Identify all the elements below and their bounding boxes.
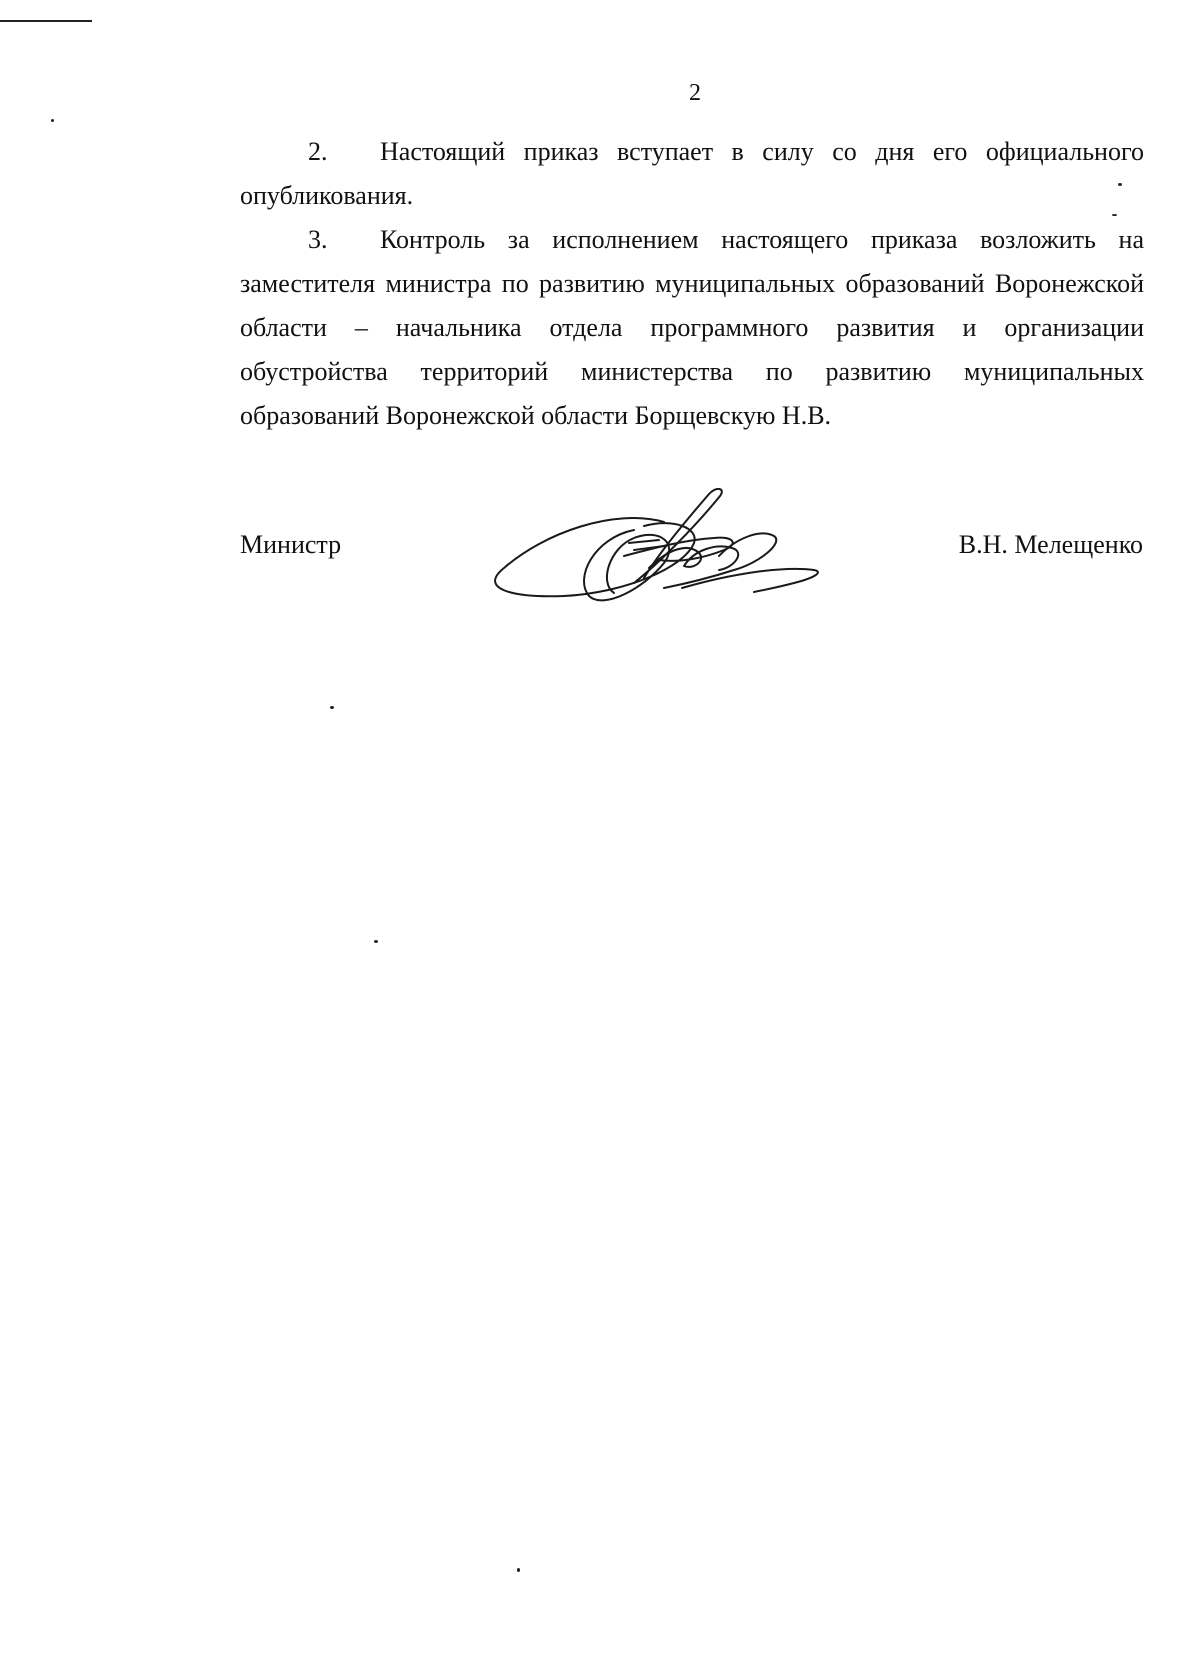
scan-speck <box>51 119 54 122</box>
page-number: 2 <box>689 80 701 106</box>
scan-speck <box>374 940 378 943</box>
paragraph-number: 3. <box>308 225 328 254</box>
paragraph-3 <box>240 218 1144 438</box>
scan-speck <box>517 1568 520 1572</box>
corner-rule-line <box>0 20 92 22</box>
scan-speck <box>330 706 334 709</box>
scan-speck <box>1112 214 1117 216</box>
scan-speck <box>1118 183 1122 186</box>
paragraph-2 <box>240 130 1144 218</box>
signature-icon <box>484 488 854 638</box>
signatory-title: Министр <box>240 530 342 559</box>
paragraph-text: Контроль за исполнением настоящего приказа возложить на заместителя министра по развитию муниципальных образований Воронежской области – начальника отдела программного развития и организации обустройства территорий министерства по развитию муниципальных образований Воронежской области Борщевскую Н.В. <box>240 225 1144 430</box>
paragraph-number: 2. <box>308 137 328 166</box>
signatory-name: В.Н. Мелещенко <box>958 530 1143 559</box>
paragraph-text: Настоящий приказ вступает в силу со дня его официального опубликования. <box>240 137 1144 210</box>
